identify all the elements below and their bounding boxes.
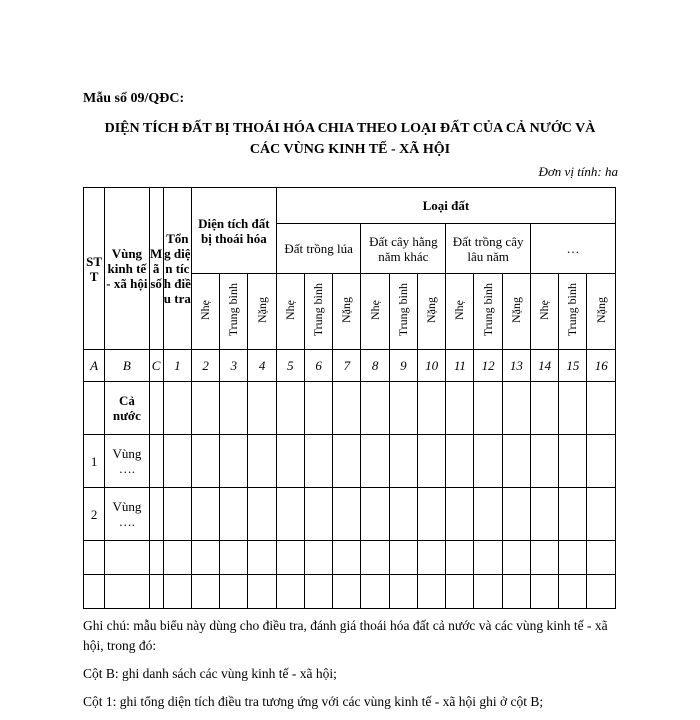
table-row [84,488,616,541]
table-row [84,541,616,575]
severity-light: Nhẹ [446,274,474,350]
column-index: 12 [474,350,502,382]
severity-heavy: Nặng [587,274,616,350]
column-index: 16 [587,350,616,382]
row-region: Cả nước [105,382,149,435]
column-index: 15 [559,350,587,382]
table-row [84,382,616,435]
column-index: 4 [248,350,276,382]
column-index: 14 [530,350,558,382]
degraded-land-table [83,187,616,609]
column-index: B [105,350,149,382]
header-more: … [530,224,615,274]
row-region [105,575,149,609]
row-stt [84,382,105,435]
header-rice-land: Đất trồng lúa [276,224,361,274]
column-index: 1 [163,350,191,382]
column-index: 11 [446,350,474,382]
column-index: 13 [502,350,530,382]
column-index: 9 [389,350,417,382]
title-line-2: CÁC VÙNG KINH TẾ - XÃ HỘI [249,142,451,157]
column-index: C [149,350,163,382]
severity-medium: Trung bình [474,274,502,350]
severity-heavy: Nặng [248,274,276,350]
severity-light: Nhẹ [530,274,558,350]
unit-label: Đơn vị tính: ha [538,164,618,179]
severity-heavy: Nặng [417,274,445,350]
row-stt: 2 [84,488,105,541]
column-index: 8 [361,350,389,382]
row-stt: 1 [84,435,105,488]
severity-light: Nhẹ [276,274,304,350]
table-row [84,575,616,609]
form-number: Mẫu số 09/QĐC: [83,91,185,106]
row-region: Vùng …. [105,435,149,488]
column-index: 6 [304,350,332,382]
row-region: Vùng …. [105,488,149,541]
column-index: 2 [191,350,219,382]
header-perennial-land: Đất trồng cây lâu năm [446,224,531,274]
header-land-type: Loại đất [276,188,615,224]
note-paragraph: Cột 1: ghi tổng diện tích điều tra tương ứng với các vùng kinh tế - xã hội ghi ở cột B; [83,694,544,709]
severity-light: Nhẹ [361,274,389,350]
note-paragraph: Ghi chú: mẫu biểu này dùng cho điều tra, đánh giá thoái hóa đất cả nước và các vùng kinh tế - xã hội, trong đó: [83,618,608,653]
document-title [60,118,640,160]
column-index: 10 [417,350,445,382]
row-region [105,541,149,575]
column-index: 3 [220,350,248,382]
notes-section [83,616,618,720]
severity-heavy: Nặng [333,274,361,350]
severity-heavy: Nặng [502,274,530,350]
severity-medium: Trung bình [220,274,248,350]
column-index: 5 [276,350,304,382]
header-stt: STT [84,188,105,350]
header-annual-crop-land: Đất cây hằng năm khác [361,224,446,274]
column-index: A [84,350,105,382]
severity-medium: Trung bình [389,274,417,350]
severity-light: Nhẹ [191,274,219,350]
column-index: 7 [333,350,361,382]
title-line-1: DIỆN TÍCH ĐẤT BỊ THOÁI HÓA CHIA THEO LOẠI ĐẤT CỦA CẢ NƯỚC VÀ [104,121,596,136]
header-code: Mã số [149,188,163,350]
header-degraded-area: Diện tích đất bị thoái hóa [191,188,276,274]
row-stt [84,575,105,609]
note-paragraph: Cột B: ghi danh sách các vùng kinh tế - xã hội; [83,666,337,681]
header-region: Vùng kinh tế - xã hội [105,188,149,350]
row-stt [84,541,105,575]
severity-medium: Trung bình [304,274,332,350]
column-index-row [84,350,616,382]
header-total-area: Tổng diện tích điều tra [163,188,191,350]
table-row [84,435,616,488]
severity-medium: Trung bình [559,274,587,350]
